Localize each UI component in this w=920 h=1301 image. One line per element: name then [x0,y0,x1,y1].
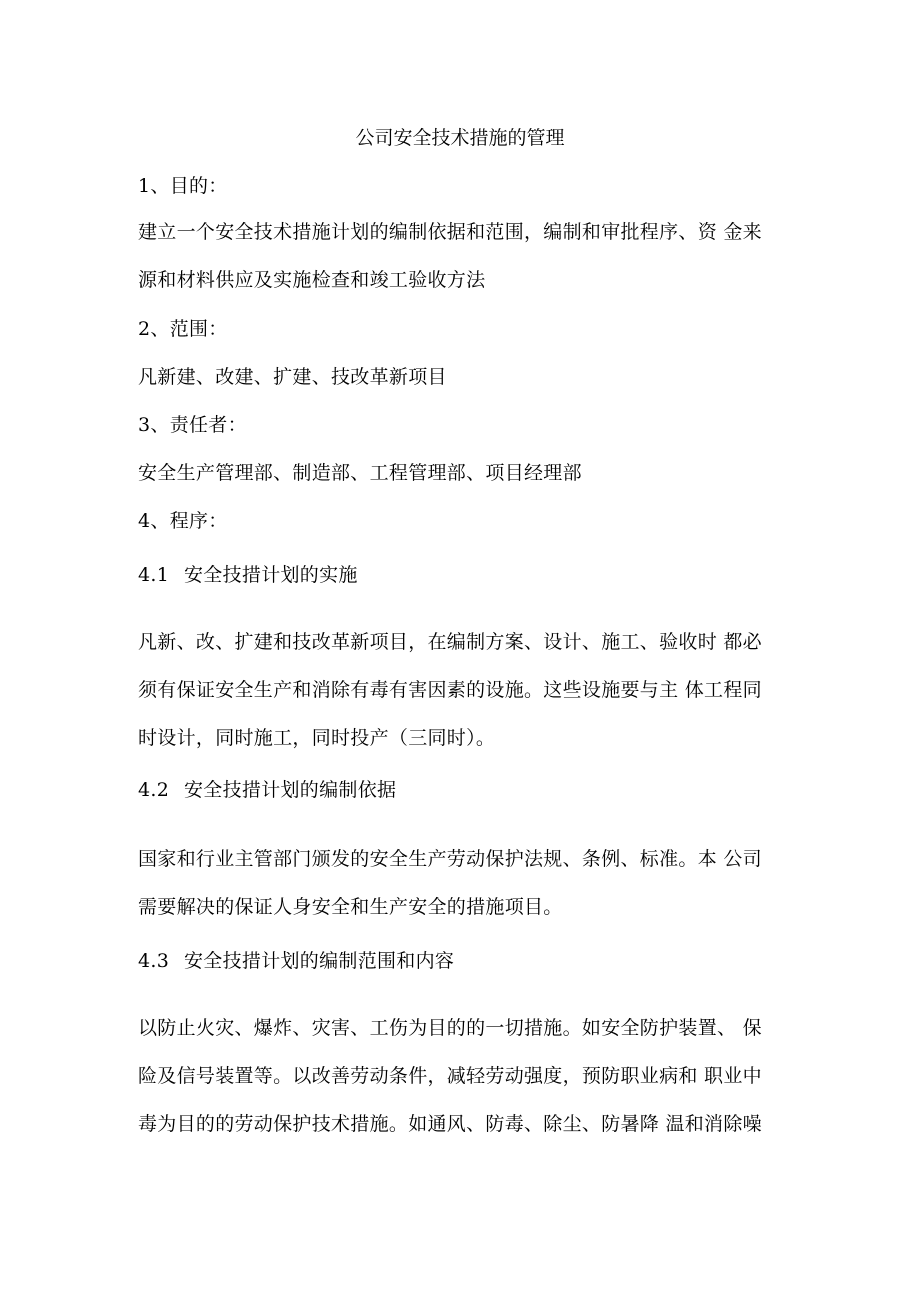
section-2-heading: 2、范围： [138,318,228,340]
section-3-body: 安全生产管理部、制造部、工程管理部、项目经理部 [138,462,582,484]
section-1-heading: 1、目的： [138,175,228,197]
section-3-heading: 3、责任者： [138,414,247,436]
section-1-body-line-2: 源和材料供应及实施检查和竣工验收方法 [138,269,486,291]
section-1-body-line-1: 建立一个安全技术措施计划的编制依据和范围，编制和审批程序、资 金来 [138,221,762,243]
subsection-4-1-body-line-1: 凡新、改、扩建和技改革新项目，在编制方案、设计、施工、验收时 都必 [138,631,762,653]
subsection-4-3-body-line-3: 毒为目的的劳动保护技术措施。如通风、防毒、除尘、防暑降 温和消除噪 [138,1113,762,1135]
subsection-4-3-body-line-1: 以防止火灾、爆炸、灾害、工伤为目的的一切措施。如安全防护装置、 保 [138,1017,762,1039]
subsection-4-1-number: 4.1 [138,564,170,586]
subsection-4-1-body-line-3: 时设计，同时施工，同时投产（三同时）。 [138,727,496,749]
subsection-4-1-heading [138,563,358,587]
subsection-4-1-title: 安全技措计划的实施 [184,564,358,586]
section-2-body: 凡新建、改建、扩建、技改革新项目 [138,366,447,388]
subsection-4-3-heading [138,949,454,973]
subsection-4-3-body-line-2: 险及信号装置等。以改善劳动条件，减轻劳动强度，预防职业病和 职业中 [138,1065,762,1087]
subsection-4-2-body-line-2: 需要解决的保证人身安全和生产安全的措施项目。 [138,896,563,918]
subsection-4-3-number: 4.3 [138,950,170,972]
subsection-4-2-number: 4.2 [138,779,170,801]
subsection-4-2-title: 安全技措计划的编制依据 [184,779,397,801]
document-title: 公司安全技术措施的管理 [355,127,565,149]
subsection-4-3-title: 安全技措计划的编制范围和内容 [184,950,455,972]
subsection-4-2-heading [138,778,396,802]
subsection-4-1-body-line-2: 须有保证安全生产和消除有毒有害因素的设施。这些设施要与主 体工程同 [138,679,762,701]
section-4-heading: 4、程序： [138,510,228,532]
subsection-4-2-body-line-1: 国家和行业主管部门颁发的安全生产劳动保护法规、条例、标准。本 公司 [138,848,762,870]
